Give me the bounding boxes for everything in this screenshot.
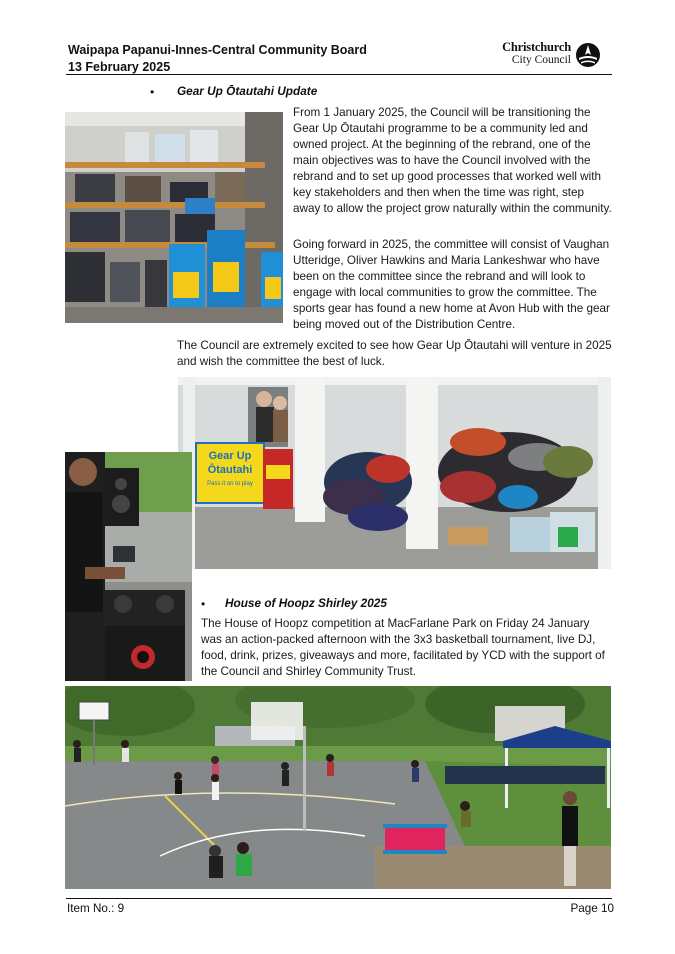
bullet-marker: • bbox=[201, 597, 206, 611]
gear-up-sign-line1: Gear Up bbox=[208, 450, 252, 462]
gear-storage-photo bbox=[65, 112, 283, 323]
gear-up-sign-line3: Pass it on to play bbox=[207, 481, 253, 487]
avon-hub-gear-photo bbox=[178, 377, 611, 569]
gear-up-sign-line2: Ōtautahi bbox=[207, 464, 253, 476]
logo-line1: Christchurch bbox=[502, 40, 571, 54]
section-heading-gear-up: Gear Up Ōtautahi Update bbox=[177, 84, 318, 98]
gear-up-paragraph-3: The Council are extremely excited to see how Gear Up Ōtautahi will venture in 2025 and wish the committee the best of luck. bbox=[177, 339, 612, 368]
header-rule bbox=[66, 74, 612, 75]
logo-line2: City Council bbox=[511, 54, 571, 66]
page-number: Page 10 bbox=[570, 902, 614, 915]
dj-photo bbox=[65, 452, 192, 681]
council-emblem-icon bbox=[575, 42, 601, 68]
basketball-court-photo bbox=[65, 686, 611, 889]
document-header bbox=[68, 42, 367, 76]
item-number: Item No.: 9 bbox=[67, 902, 125, 915]
meeting-date: 13 February 2025 bbox=[68, 60, 171, 74]
house-of-hoopz-paragraph: The House of Hoopz competition at MacFarlane Park on Friday 24 January was an action-packed afternoon with the 3x3 basketball tournament, live DJ, food, drink, prizes, giveaways and more, facilitated by YCD with the support of the Council and Shirley Community Trust. bbox=[201, 617, 605, 678]
bullet-marker: • bbox=[150, 85, 155, 99]
board-name: Waipapa Papanui-Innes-Central Community Board bbox=[68, 43, 367, 57]
footer-rule bbox=[66, 898, 612, 899]
gear-up-paragraph-1: From 1 January 2025, the Council will be transitioning the Gear Up Ōtautahi programme to be a community led and owned project. At the beginning of the rebrand, one of the main objectives was to have the Council involved with the rebrand and to set up good processes that worked well with key stakeholders and then when the time was right, step away to allow the project grow naturally within the community. bbox=[293, 106, 612, 215]
council-logo bbox=[497, 41, 601, 69]
section-heading-house-of-hoopz: House of Hoopz Shirley 2025 bbox=[225, 596, 387, 610]
gear-up-paragraph-2: Going forward in 2025, the committee will consist of Vaughan Utteridge, Oliver Hawkins and Maria Lankeshwar who have been on the committee since the rebrand and will look to engage with local communities to grow the committee. The sports gear has found a new home at Avon Hub with the gear being moved out of the Distribution Centre. bbox=[293, 238, 610, 331]
